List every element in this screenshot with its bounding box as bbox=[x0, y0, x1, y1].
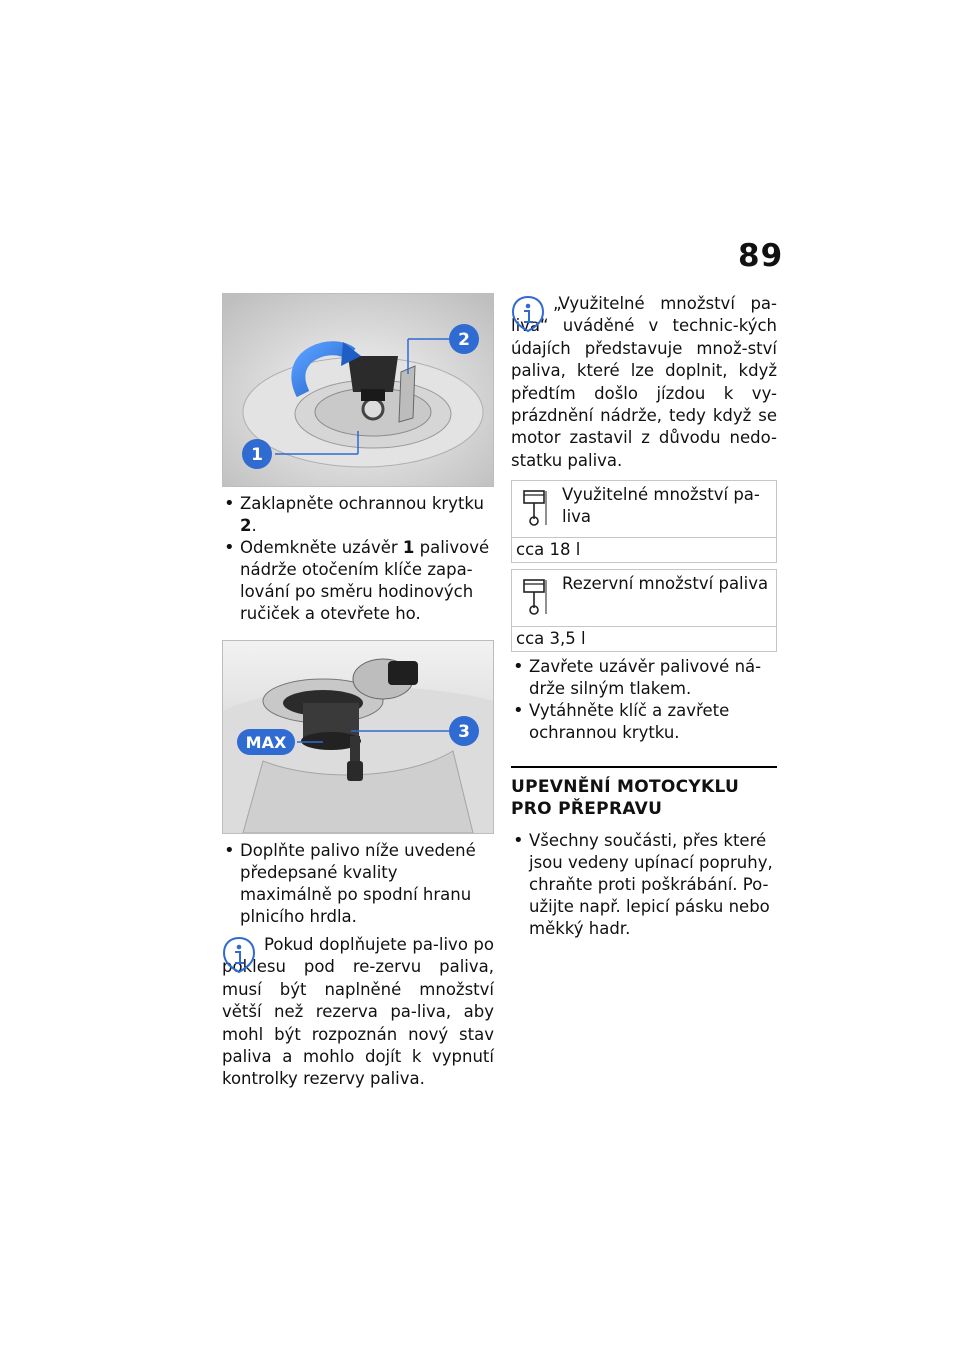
fuel-spec-table bbox=[511, 569, 777, 652]
bullet-list-close bbox=[511, 656, 777, 744]
list-item: • Odemkněte uzávěr 1 palivové nádrže otočením klíče zapa-lování po směru hodinových ručiček a otevřete ho. bbox=[222, 537, 494, 625]
callout-2: 2 bbox=[458, 330, 470, 350]
callout-1: 1 bbox=[251, 445, 263, 465]
max-label: MAX bbox=[245, 733, 287, 752]
piston-icon bbox=[520, 489, 548, 527]
piston-icon bbox=[520, 578, 548, 616]
callout-3: 3 bbox=[458, 722, 470, 742]
fuel-filler-figure bbox=[222, 640, 494, 834]
spec-value: cca 3,5 l bbox=[512, 627, 777, 652]
info-note-usable: „Využitelné množství pa-liva“ uváděné v technic-kých údajích představuje množ-ství paliva, které lze doplnit, když předtím došlo jízdou k vy-prázdnění nádrže, tedy když se motor zastavil z důvodu nedo-statku paliva. bbox=[511, 294, 777, 470]
info-icon bbox=[511, 295, 545, 333]
right-column bbox=[511, 293, 777, 940]
bullet-list-cap bbox=[222, 493, 494, 625]
bullet-list-transport bbox=[511, 830, 777, 940]
info-icon bbox=[222, 936, 256, 974]
spec-label: Rezervní množství paliva bbox=[562, 574, 769, 594]
section-title: UPEVNĚNÍ MOTOCYKLU PRO PŘEPRAVU bbox=[511, 766, 777, 820]
left-column bbox=[222, 293, 494, 1091]
info-note-reserve: Pokud doplňujete pa-livo po poklesu pod re-zervu paliva, musí být naplněné množství větší než rezerva pa-liva, aby mohl být rozpoznán nový stav paliva a mohlo dojít k vypnutí kontrolky rezervy paliva. bbox=[222, 935, 494, 1089]
spec-label: Využitelné množství pa-liva bbox=[562, 485, 760, 527]
list-item: • Zaklapněte ochrannou krytku 2. bbox=[222, 493, 494, 537]
list-item: • Zavřete uzávěr palivové ná-drže silným tlakem. bbox=[511, 656, 777, 700]
fuel-spec-table bbox=[511, 480, 777, 563]
list-item: • Vytáhněte klíč a zavřete ochrannou krytku. bbox=[511, 700, 777, 744]
spec-label-cell bbox=[512, 570, 777, 627]
page-number: 89 bbox=[738, 238, 784, 274]
fuel-cap-figure bbox=[222, 293, 494, 487]
list-item: • Všechny součásti, přes které jsou vedeny upínací popruhy, chraňte proti poškrábání. Po-užijte např. lepicí pásku nebo měkký hadr. bbox=[511, 830, 777, 940]
list-item: • Doplňte palivo níže uvedené předepsané kvality maximálně po spodní hranu plnicího hrdla. bbox=[222, 840, 494, 928]
spec-label-cell bbox=[512, 481, 777, 538]
bullet-list-refuel bbox=[222, 840, 494, 928]
spec-value: cca 18 l bbox=[512, 538, 777, 563]
